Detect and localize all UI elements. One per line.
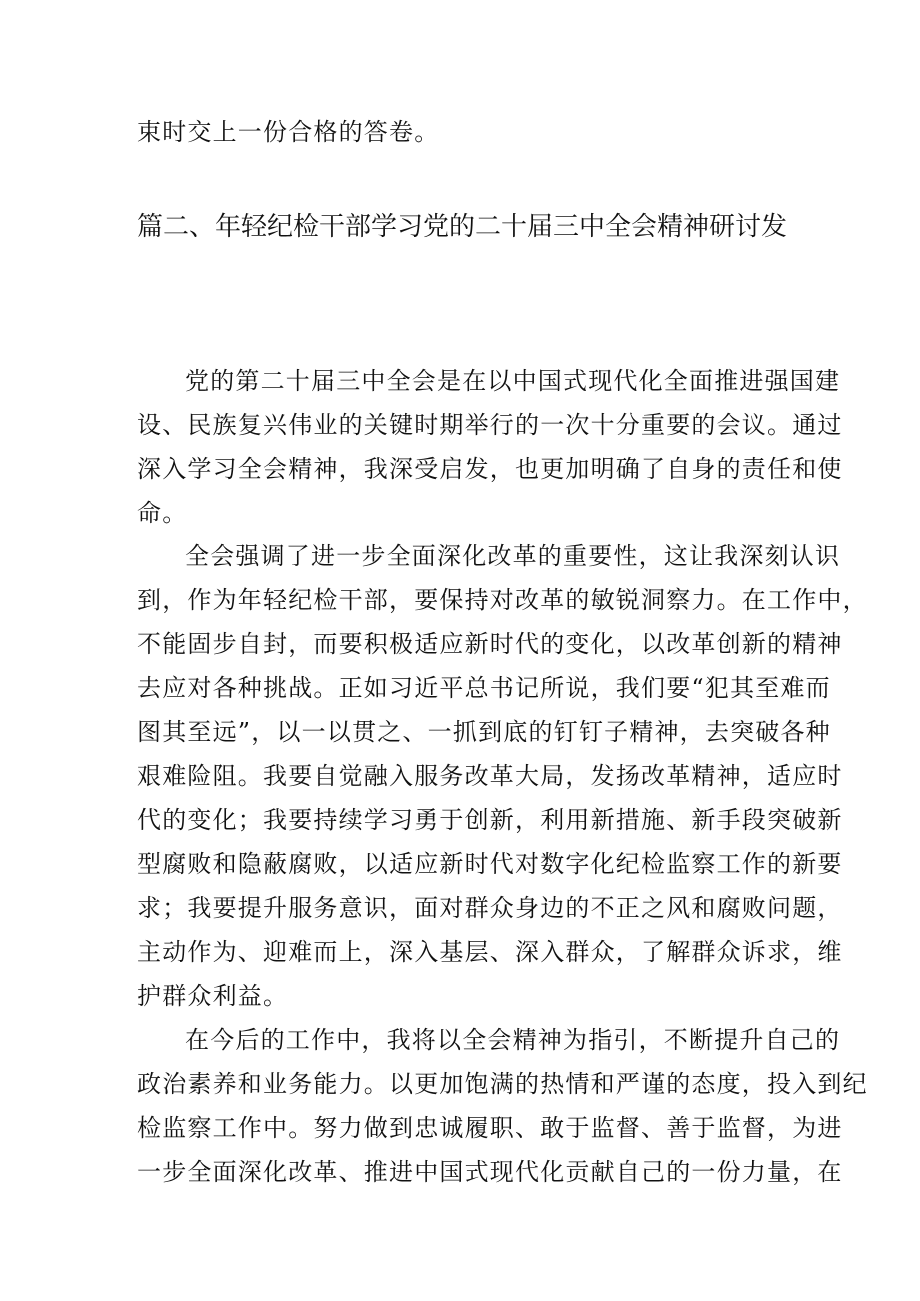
paragraph-line: 检监察工作中。努力做到忠诚履职、敢于监督、善于监督，为进 [137, 1114, 843, 1142]
paragraph-line: 艰难险阻。我要自觉融入服务改革大局，发扬改革精神，适应时 [137, 762, 843, 790]
paragraph-line: 护群众利益。 [137, 982, 289, 1010]
paragraph-line: 一步全面深化改革、推进中国式现代化贡献自己的一份力量，在 [137, 1158, 843, 1186]
top-fragment-line: 束时交上一份合格的答卷。 [137, 118, 440, 146]
paragraph-line: 图其至远”，以一以贯之、一抓到底的钉钉子精神，去突破各种 [137, 718, 831, 746]
paragraph-line: 在今后的工作中，我将以全会精神为指引，不断提升自己的 [185, 1026, 841, 1054]
paragraph-line: 深入学习全会精神，我深受启发，也更加明确了自身的责任和使 [137, 455, 843, 483]
paragraph-line: 去应对各种挑战。正如习近平总书记所说，我们要“犯其至难而 [137, 674, 831, 702]
paragraph-line: 代的变化；我要持续学习勇于创新，利用新措施、新手段突破新 [137, 806, 843, 834]
paragraph-line: 设、民族复兴伟业的关键时期举行的一次十分重要的会议。通过 [137, 411, 843, 439]
section-heading: 篇二、年轻纪检干部学习党的二十届三中全会精神研讨发 [137, 212, 788, 242]
paragraph-line: 命。 [137, 499, 188, 527]
paragraph-line: 型腐败和隐蔽腐败，以适应新时代对数字化纪检监察工作的新要 [137, 850, 843, 878]
paragraph-line: 全会强调了进一步全面深化改革的重要性，这让我深刻认识 [185, 542, 841, 570]
paragraph-line: 党的第二十届三中全会是在以中国式现代化全面推进强国建 [185, 367, 841, 395]
paragraph-line: 政治素养和业务能力。以更加饱满的热情和严谨的态度，投入到纪 [137, 1070, 868, 1098]
paragraph-line: 求；我要提升服务意识，面对群众身边的不正之风和腐败问题， [137, 894, 843, 922]
paragraph-line: 不能固步自封，而要积极适应新时代的变化，以改革创新的精神 [137, 630, 843, 658]
paragraph-line: 主动作为、迎难而上，深入基层、深入群众，了解群众诉求，维 [137, 938, 843, 966]
paragraph-line: 到，作为年轻纪检干部，要保持对改革的敏锐洞察力。在工作中， [137, 586, 868, 614]
